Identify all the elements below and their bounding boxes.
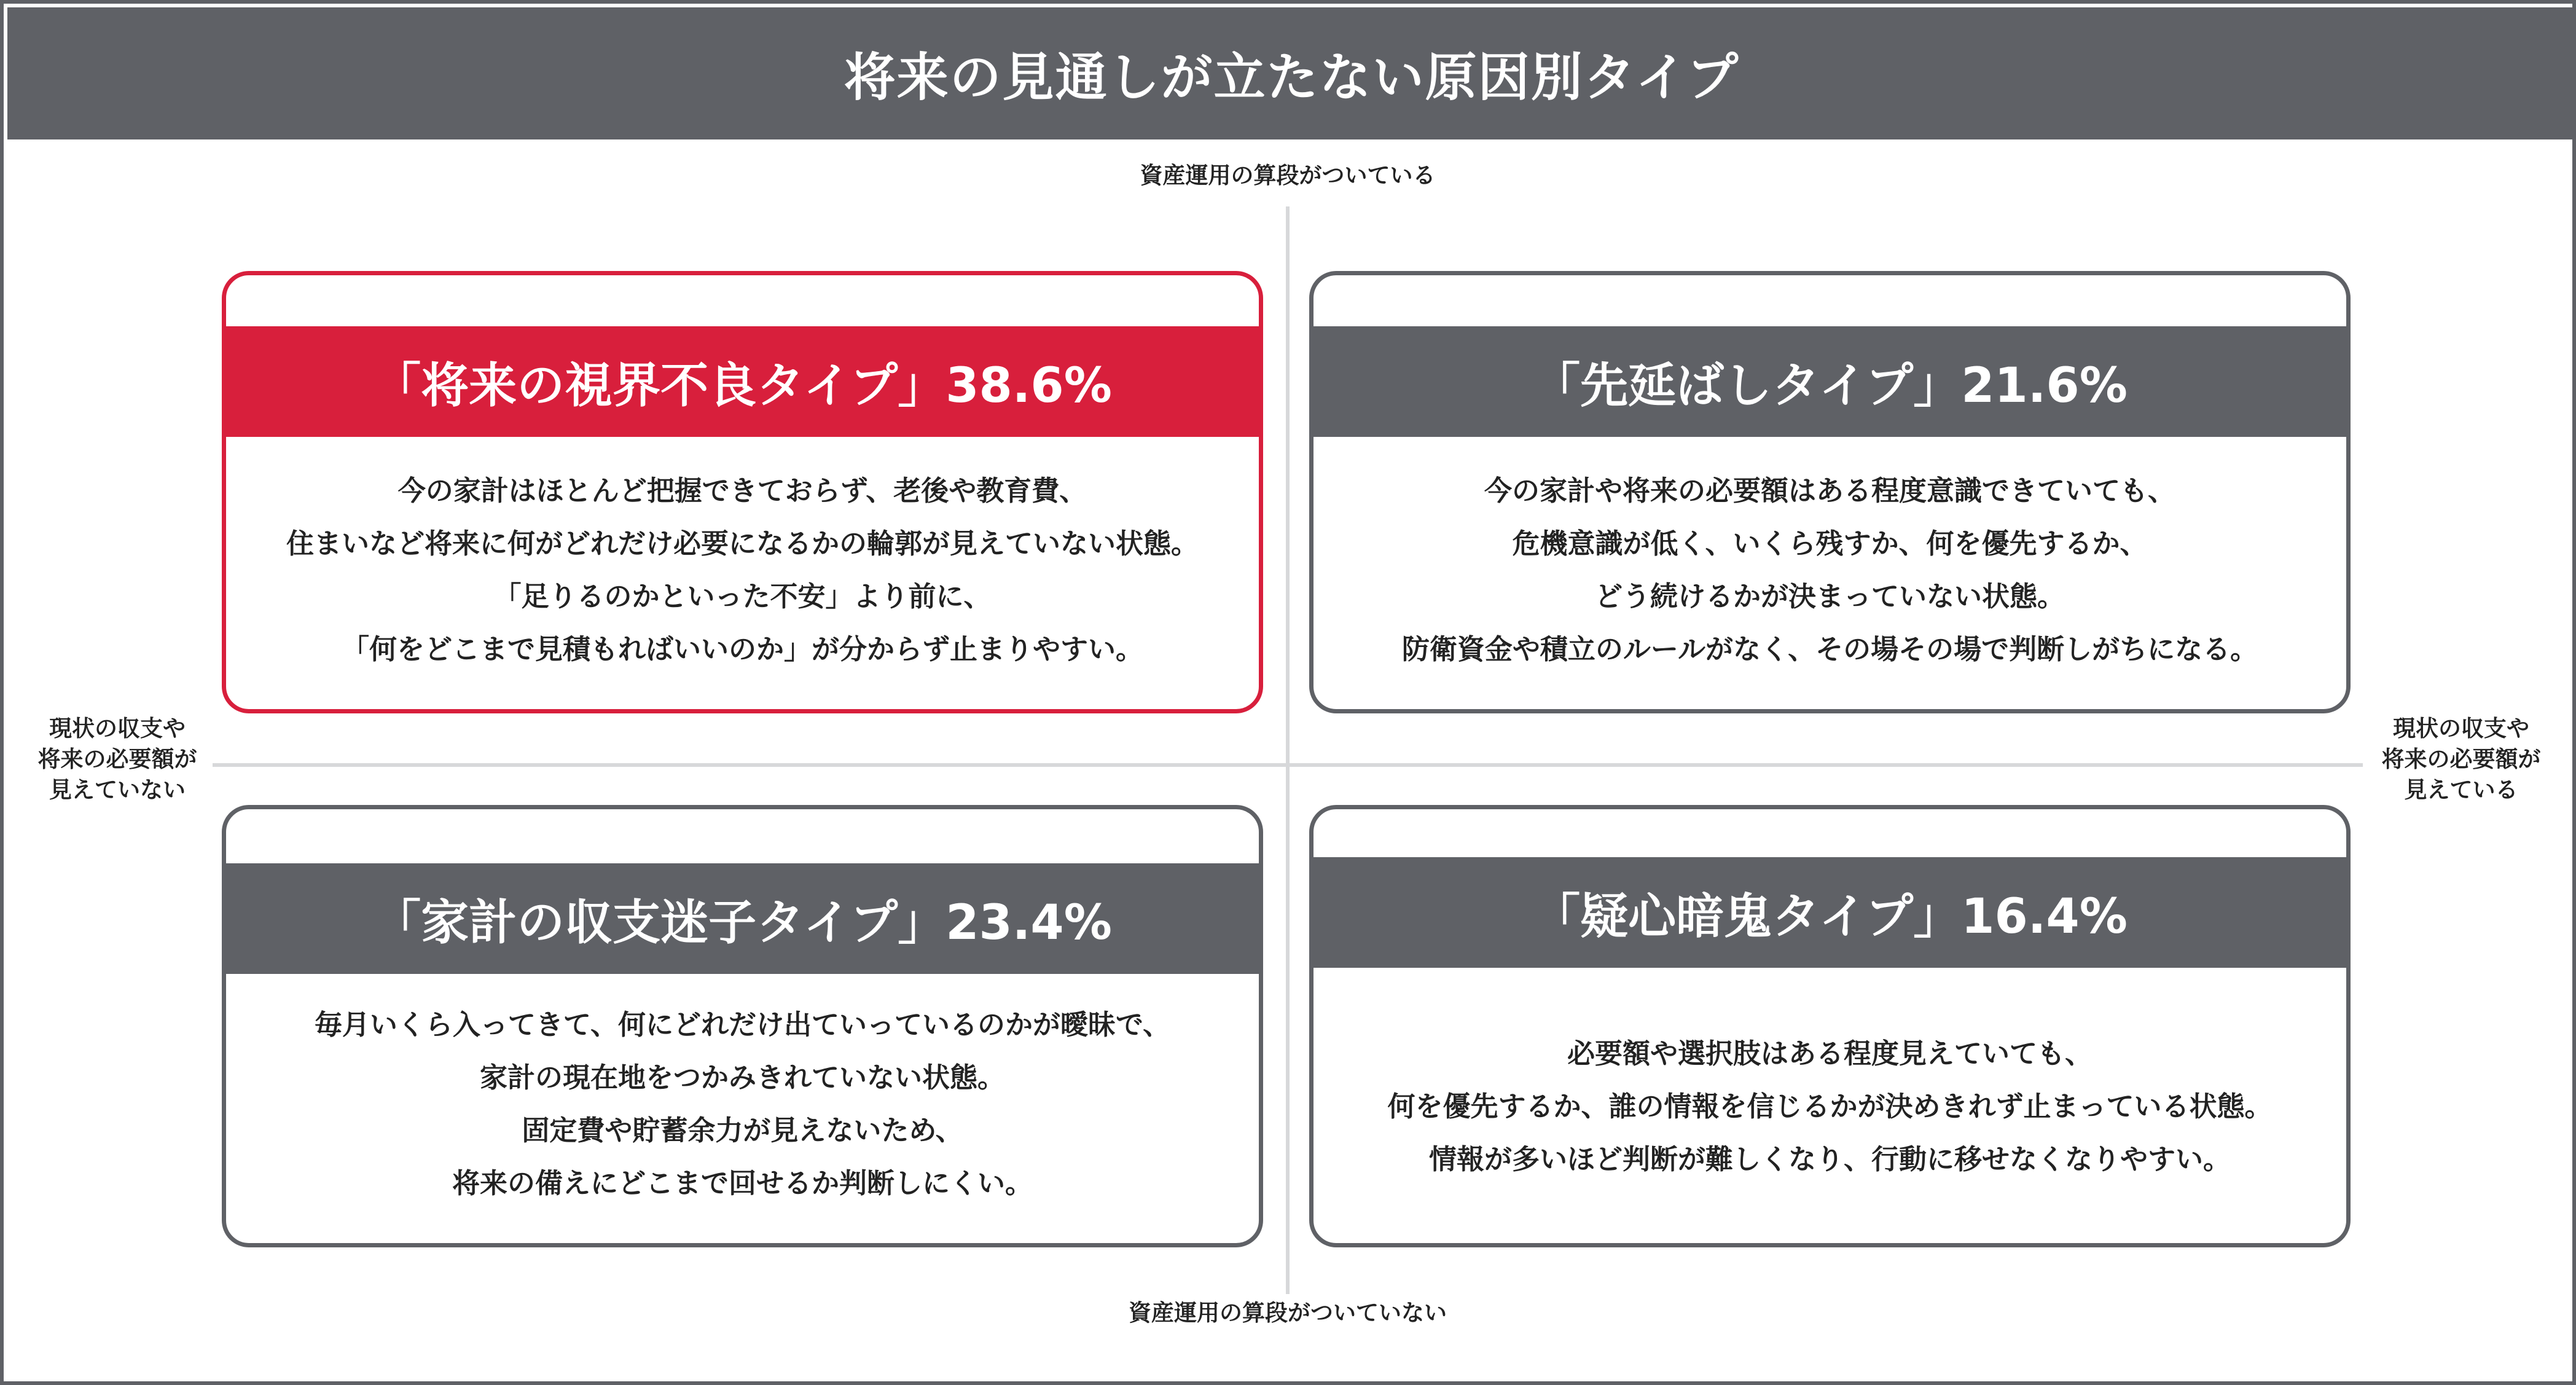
- card-header: [226, 326, 1259, 437]
- description-line: どう続けるかが決まっていない状態。: [1594, 580, 2065, 613]
- type-card-budget-lost: [222, 805, 1263, 1247]
- page-title: 将来の見通しが立たない原因別タイプ: [844, 47, 1740, 108]
- description-line: 今の家計はほとんど把握できておらず、老後や教育費、: [397, 474, 1087, 507]
- type-card-suspicion: [1309, 805, 2351, 1247]
- axis-label-left: [22, 713, 213, 806]
- card-description: [226, 465, 1259, 676]
- description-line: 防衛資金や積立のルールがなく、その場その場で判断しがちになる。: [1401, 633, 2258, 665]
- title-bar: [7, 7, 2576, 139]
- vertical-axis: [1286, 206, 1290, 1294]
- card-header: [1313, 326, 2346, 437]
- description-line: 住まいなど将来に何がどれだけ必要になるかの輪郭が見えていない状態。: [286, 527, 1199, 560]
- card-heading: 「疑心暗鬼タイプ」16.4%: [1532, 889, 2128, 944]
- card-description: [1313, 1027, 2346, 1186]
- description-line: 必要額や選択肢はある程度見えていても、: [1567, 1037, 2093, 1070]
- axis-label-right-line: 現状の収支や: [2393, 715, 2529, 742]
- description-line: 「何をどこまで見積もればいいのか」が分からず止まりやすい。: [341, 633, 1143, 665]
- card-description: [1313, 465, 2346, 676]
- axis-label-top: 資産運用の算段がついている: [1140, 162, 1436, 189]
- card-header: [226, 863, 1259, 974]
- description-line: 情報が多いほど判断が難しくなり、行動に移せなくなりやすい。: [1428, 1143, 2231, 1175]
- axis-label-right-line: 将来の必要額が: [2381, 746, 2541, 772]
- card-heading: 「将来の視界不良タイプ」38.6%: [373, 358, 1112, 414]
- axis-label-bottom: 資産運用の算段がついていない: [1129, 1300, 1447, 1326]
- description-line: 今の家計や将来の必要額はある程度意識できていても、: [1484, 474, 2175, 507]
- description-line: 固定費や貯蓄余力が見えないため、: [522, 1114, 963, 1147]
- card-header: [1313, 857, 2346, 968]
- card-heading: 「先延ばしタイプ」21.6%: [1532, 358, 2128, 414]
- axis-label-left-line: 将来の必要額が: [37, 746, 197, 772]
- horizontal-axis: [213, 763, 2363, 767]
- type-card-future-visibility: [222, 271, 1263, 713]
- description-line: 家計の現在地をつかみきれていない状態。: [479, 1061, 1005, 1094]
- description-line: 危機意識が低く、いくら残すか、何を優先するか、: [1512, 527, 2148, 560]
- axis-label-right-line: 見えている: [2404, 777, 2518, 803]
- axis-label-right: [2363, 713, 2559, 806]
- description-line: 「足りるのかといった不安」より前に、: [493, 580, 992, 613]
- description-line: 将来の備えにどこまで回せるか判断しにくい。: [452, 1167, 1033, 1199]
- description-line: 何を優先するか、誰の情報を信じるかが決めきれず止まっている状態。: [1387, 1090, 2273, 1123]
- type-card-procrastination: [1309, 271, 2351, 713]
- axis-label-left-line: 見えていない: [49, 777, 186, 803]
- axis-label-left-line: 現状の収支や: [49, 715, 186, 742]
- card-description: [226, 999, 1259, 1210]
- card-heading: 「家計の収支迷子タイプ」23.4%: [373, 895, 1112, 951]
- description-line: 毎月いくら入ってきて、何にどれだけ出ていっているのかが曖昧で、: [314, 1008, 1171, 1041]
